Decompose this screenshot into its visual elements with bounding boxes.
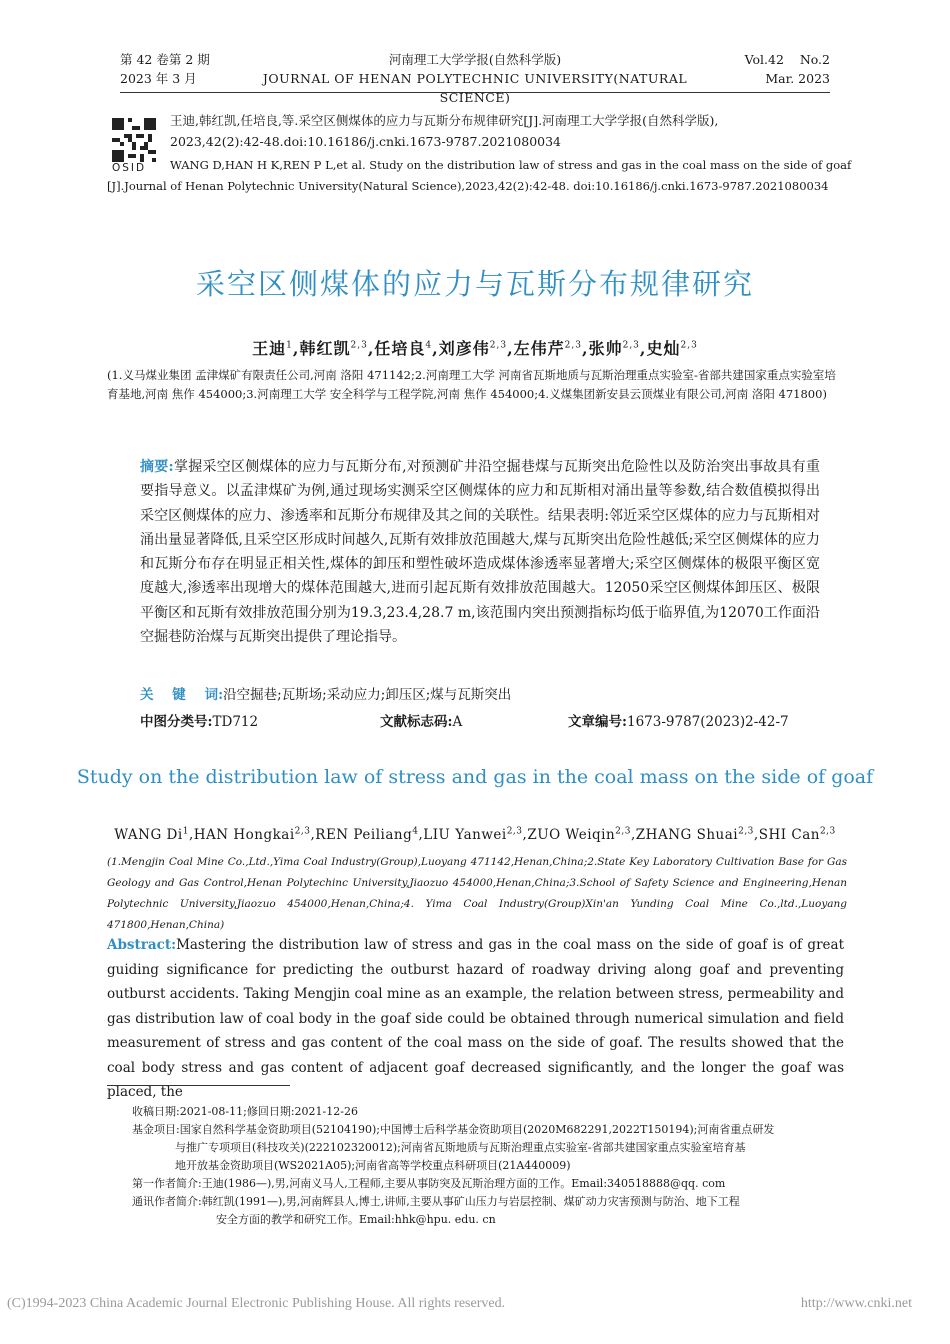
author-list-en: WANG Di$^1$,HAN Hongkai$^{2,3}$,REN Peiliang$^4$,LIU Yanwei$^{2,3}$,ZUO Weiqin$^{2,3}$,ZHANG Shuai$^{2,3}$,SHI Can$^{2,3}$: [114, 826, 836, 843]
author: HAN Hongkai$^{2,3}$: [193, 826, 311, 843]
footnotes: [132, 1103, 847, 1229]
issue-info-cn: [120, 50, 210, 88]
citation-cn-line-2: 2023,42(2):42-48.doi:10.16186/j.cnki.1673-9787.2021080034: [170, 134, 562, 149]
fund-line-3: 地开放基金资助项目(WS2021A05);河南省高等学校重点科研项目(21A440009): [175, 1159, 571, 1172]
fund-line-2: 与推广专项项目(科技攻关)(222102320012);河南省瓦斯地质与瓦斯治理重点实验室-省部共建国家重点实验室培育基: [175, 1141, 746, 1154]
abstract-en: [107, 933, 844, 1105]
author: 左伟芹$^{2,3}$: [513, 339, 582, 358]
author: LIU Yanwei$^{2,3}$: [423, 826, 523, 843]
author: 刘彦伟$^{2,3}$: [438, 339, 508, 358]
qr-code-icon: [112, 118, 156, 162]
citation-en-line-2: [J].Journal of Henan Polytechnic University(Natural Science),2023,42(2):42-48. doi:10.16186/j.cnki.1673-9787.2021080034: [107, 179, 829, 193]
affiliations-cn: (1.义马煤业集团 孟津煤矿有限责任公司,河南 洛阳 471142;2.河南理工大学 河南省瓦斯地质与瓦斯治理重点实验室-省部共建国家重点实验室培育基地,河南 焦作 454000;3.河南理工大学 安全科学与工程学院,河南 焦作 454000;4.义煤集团新安县云顶煤业有限公司,河南 洛阳 471800): [107, 368, 836, 401]
corresponding-author-bio-line-2: 安全方面的教学和研究工作。Email:hhk@hpu. edu. cn: [216, 1213, 496, 1226]
doc-code-label: 文献标志码:: [380, 714, 453, 730]
abstract-en-text: Mastering the distribution law of stress and gas in the coal mass on the side of goaf is of great guiding significance for predicting the outburst hazard of roadway driving along goaf and preventing outburst accidents. Taking Mengjin coal mine as an example, the relation between stress, permeability and gas distribution law of coal body in the goaf side could be obtained through numerical simulation and field measurement of stress and gas content of the coal mass on the side of goaf. The results showed that the coal body stress and gas content of adjacent goaf decreased significantly, and the longer the goaf was placed, the: [107, 937, 844, 1100]
abstract-en-label: Abstract:: [107, 937, 177, 953]
keywords-text: 沿空掘巷;瓦斯场;采动应力;卸压区;煤与瓦斯突出: [223, 687, 512, 703]
citation-en-line-1: WANG D,HAN H K,REN P L,et al. Study on the distribution law of stress and gas in the coal mass on the side of goaf: [170, 158, 852, 172]
author: ZUO Weiqin$^{2,3}$: [527, 826, 631, 843]
author: 史灿$^{2,3}$: [646, 339, 698, 358]
author: 任培良$^4$: [374, 339, 433, 358]
cnki-link[interactable]: http://www.cnki.net: [800, 1296, 912, 1311]
journal-name: [240, 50, 710, 107]
author: SHI Can$^{2,3}$: [758, 826, 836, 843]
doc-code-value: A: [452, 714, 463, 730]
author: 张帅$^{2,3}$: [588, 339, 640, 358]
date-en: Mar. 2023: [765, 71, 830, 86]
journal-name-en: JOURNAL OF HENAN POLYTECHNIC UNIVERSITY(NATURAL SCIENCE): [262, 71, 688, 105]
abstract-cn-label: 摘要:: [140, 459, 174, 475]
clc-label: 中图分类号:: [140, 714, 213, 730]
keywords-label: 关 键 词:: [140, 687, 224, 703]
received-date: 收稿日期:2021-08-11;修回日期:2021-12-26: [132, 1105, 358, 1118]
date-cn: 2023 年 3 月: [120, 71, 197, 86]
fund-line-1: 基金项目:国家自然科学基金资助项目(52104190);中国博士后科学基金资助项目(2020M682291,2022T150194);河南省重点研发: [132, 1123, 775, 1136]
article-number-label: 文章编号:: [568, 714, 627, 730]
copyright-text: (C)1994-2023 China Academic Journal Electronic Publishing House. All rights reserved.: [7, 1296, 506, 1311]
article-number-value: 1673-9787(2023)2-42-7: [626, 714, 789, 730]
author: ZHANG Shuai$^{2,3}$: [635, 826, 754, 843]
paper-title-en: Study on the distribution law of stress and gas in the coal mass on the side of goaf: [76, 766, 874, 788]
journal-name-cn: 河南理工大学学报(自然科学版): [388, 52, 562, 67]
abstract-cn-text: 掌握采空区侧煤体的应力与瓦斯分布,对预测矿井沿空掘巷煤与瓦斯突出危险性以及防治突出事故具有重要指导意义。以孟津煤矿为例,通过现场实测采空区侧煤体的应力和瓦斯相对涌出量等参数,结合数值模拟得出采空区侧煤体的应力、渗透率和瓦斯分布规律及其之间的关联性。结果表明:邻近采空区煤体的应力与瓦斯相对涌出量显著降低,且采空区形成时间越久,瓦斯有效排放范围越大,煤与瓦斯突出危险性越低;采空区侧煤体的应力和瓦斯分布存在明显正相关性,煤体的卸压和塑性破坏造成煤体渗透率显著增大;采空区侧煤体的极限平衡区宽度越大,渗透率出现增大的煤体范围越大,进而引起瓦斯有效排放范围越大。12050采空区侧煤体卸压区、极限平衡区和瓦斯有效排放范围分别为19.3,23.4,28.7 m,该范围内突出预测指标均低于临界值,为12070工作面沿空掘巷防治煤与瓦斯突出提供了理论指导。: [140, 459, 820, 646]
paper-title-cn: 采空区侧煤体的应力与瓦斯分布规律研究: [195, 267, 754, 301]
author-list-cn: 王迪$^1$,韩红凯$^{2,3}$,任培良$^4$,刘彦伟$^{2,3}$,左伟芹$^{2,3}$,张帅$^{2,3}$,史灿$^{2,3}$: [252, 339, 698, 358]
author: 王迪$^1$: [252, 339, 293, 358]
volume-en: Vol.42 No.2: [744, 52, 830, 67]
citation-cn-line-1: 王迪,韩红凯,任培良,等.采空区侧煤体的应力与瓦斯分布规律研究[J].河南理工大学学报(自然科学版),: [170, 113, 719, 128]
issue-info-en: [745, 50, 830, 88]
osid-label: OSID: [112, 162, 147, 174]
author: 韩红凯$^{2,3}$: [299, 339, 368, 358]
author: WANG Di$^1$: [114, 826, 189, 843]
clc-value: TD712: [212, 714, 259, 730]
first-author-bio: 第一作者简介:王迪(1986—),男,河南义马人,工程师,主要从事防突及瓦斯治理方面的工作。Email:340518888@qq. com: [132, 1177, 726, 1190]
volume-cn: 第 42 卷第 2 期: [120, 52, 210, 67]
abstract-cn: [140, 455, 820, 649]
header-divider: [120, 92, 830, 93]
affiliations-en: (1.Mengjin Coal Mine Co.,Ltd.,Yima Coal Industry(Group),Luoyang 471142,Henan,China;2.State Key Laboratory Cultivation Base for Gas Geology and Gas Control,Henan Polytechinc University,Jiaozuo 454000,Henan,China;3.School of Safety Science and Engineering,Henan Polytechnic University,Jiaozuo 454000,Henan,China;4. Yima Coal Industry(Group)Xin'an Yunding Coal Mine Co.,ltd.,Luoyang 471800,Henan,China): [107, 856, 847, 931]
footnote-divider: [107, 1085, 290, 1086]
author: REN Peiliang$^4$: [315, 826, 419, 843]
corresponding-author-bio-line-1: 通讯作者简介:韩红凯(1991—),男,河南辉县人,博士,讲师,主要从事矿山压力与岩层控制、煤矿动力灾害预测与防治、地下工程: [132, 1195, 740, 1208]
keywords-cn: [140, 683, 511, 703]
